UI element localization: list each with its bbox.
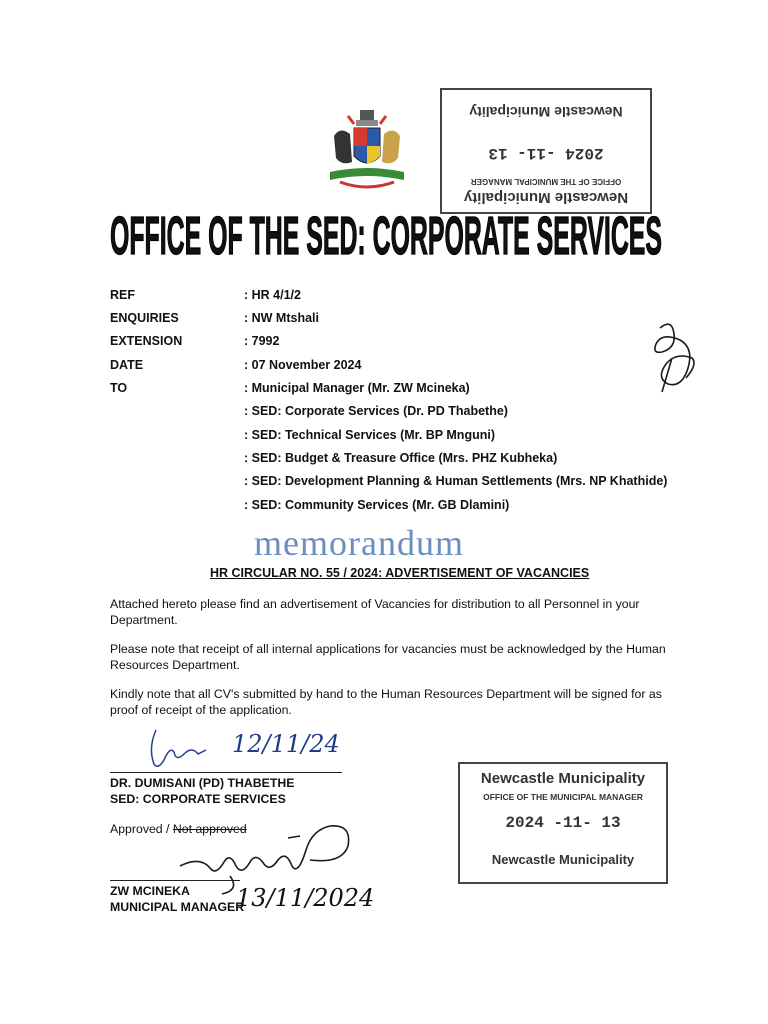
date-value: : 07 November 2024 bbox=[244, 358, 362, 372]
circular-title: HR CIRCULAR NO. 55 / 2024: ADVERTISEMENT OF VACANCIES bbox=[210, 566, 590, 580]
svg-text:OFFICE OF THE SED: CORPORATE S: OFFICE OF THE SED: CORPORATE SERVICES bbox=[110, 206, 662, 266]
ref-value: : HR 4/1/2 bbox=[244, 288, 301, 302]
not-approved-label: Not approved bbox=[172, 822, 247, 836]
recipient-item: : SED: Community Services (Mr. GB Dlamini) bbox=[244, 498, 510, 512]
stamp-top-line2: 2024 -11- 13 bbox=[488, 144, 604, 162]
signature-line bbox=[110, 880, 240, 881]
stamp-bottom-line4: Newcastle Municipality bbox=[491, 852, 635, 867]
handwritten-date-1: 12/11/24 bbox=[232, 730, 340, 758]
paragraph: Attached hereto please find an advertisement of Vacancies for distribution to all Personnel in your Department. bbox=[110, 597, 640, 627]
enquiries-label: ENQUIRIES bbox=[110, 311, 179, 325]
stamp-bottom-line3: 2024 -11- 13 bbox=[505, 814, 621, 832]
recipient-item: : Municipal Manager (Mr. ZW Mcineka) bbox=[244, 381, 470, 395]
extension-value: : 7992 bbox=[244, 334, 280, 348]
manager-title: MUNICIPAL MANAGER bbox=[110, 900, 245, 914]
manager-name: ZW MCINEKA bbox=[110, 884, 190, 898]
initials-signature bbox=[642, 318, 702, 398]
received-stamp-bottom bbox=[458, 762, 668, 884]
signature-line bbox=[110, 772, 342, 773]
stamp-bottom-line1: Newcastle Municipality bbox=[480, 770, 646, 787]
paragraph: Please note that receipt of all internal applications for vacancies must be acknowledged by the Human Resources Department. bbox=[110, 642, 666, 672]
to-label: TO bbox=[110, 381, 128, 395]
coat-of-arms-icon bbox=[326, 106, 408, 192]
handwritten-date-2: 13/11/2024 bbox=[236, 884, 375, 912]
date-label: DATE bbox=[110, 358, 144, 372]
stamp-top-line4: Newcastle Municipality bbox=[469, 104, 623, 120]
stamp-top-line3: OFFICE OF THE MUNICIPAL MANAGER bbox=[470, 177, 622, 186]
page-title bbox=[110, 190, 670, 270]
thabethe-signature bbox=[140, 724, 220, 774]
recipient-item: : SED: Corporate Services (Dr. PD Thabethe) bbox=[244, 404, 508, 418]
paragraph: Kindly note that all CV's submitted by hand to the Human Resources Department will be signed for as proof of receipt of the application. bbox=[110, 687, 662, 717]
recipient-item: : SED: Technical Services (Mr. BP Mnguni) bbox=[244, 428, 495, 442]
memorandum-heading: memorandum bbox=[254, 523, 464, 563]
recipient-item: : SED: Budget & Treasure Office (Mrs. PHZ Kubheka) bbox=[244, 451, 558, 465]
approved-label: Approved / bbox=[110, 822, 173, 836]
stamp-bottom-line2: OFFICE OF THE MUNICIPAL MANAGER bbox=[483, 792, 643, 802]
enquiries-value: : NW Mtshali bbox=[244, 311, 319, 325]
ref-label: REF bbox=[110, 288, 135, 302]
signatory-name: DR. DUMISANI (PD) THABETHE bbox=[110, 776, 295, 790]
recipient-item: : SED: Development Planning & Human Settlements (Mrs. NP Khathide) bbox=[244, 474, 668, 488]
signatory-title: SED: CORPORATE SERVICES bbox=[110, 792, 286, 806]
extension-label: EXTENSION bbox=[110, 334, 183, 348]
stamp-top-line1: Newcastle Municipality bbox=[463, 189, 629, 206]
